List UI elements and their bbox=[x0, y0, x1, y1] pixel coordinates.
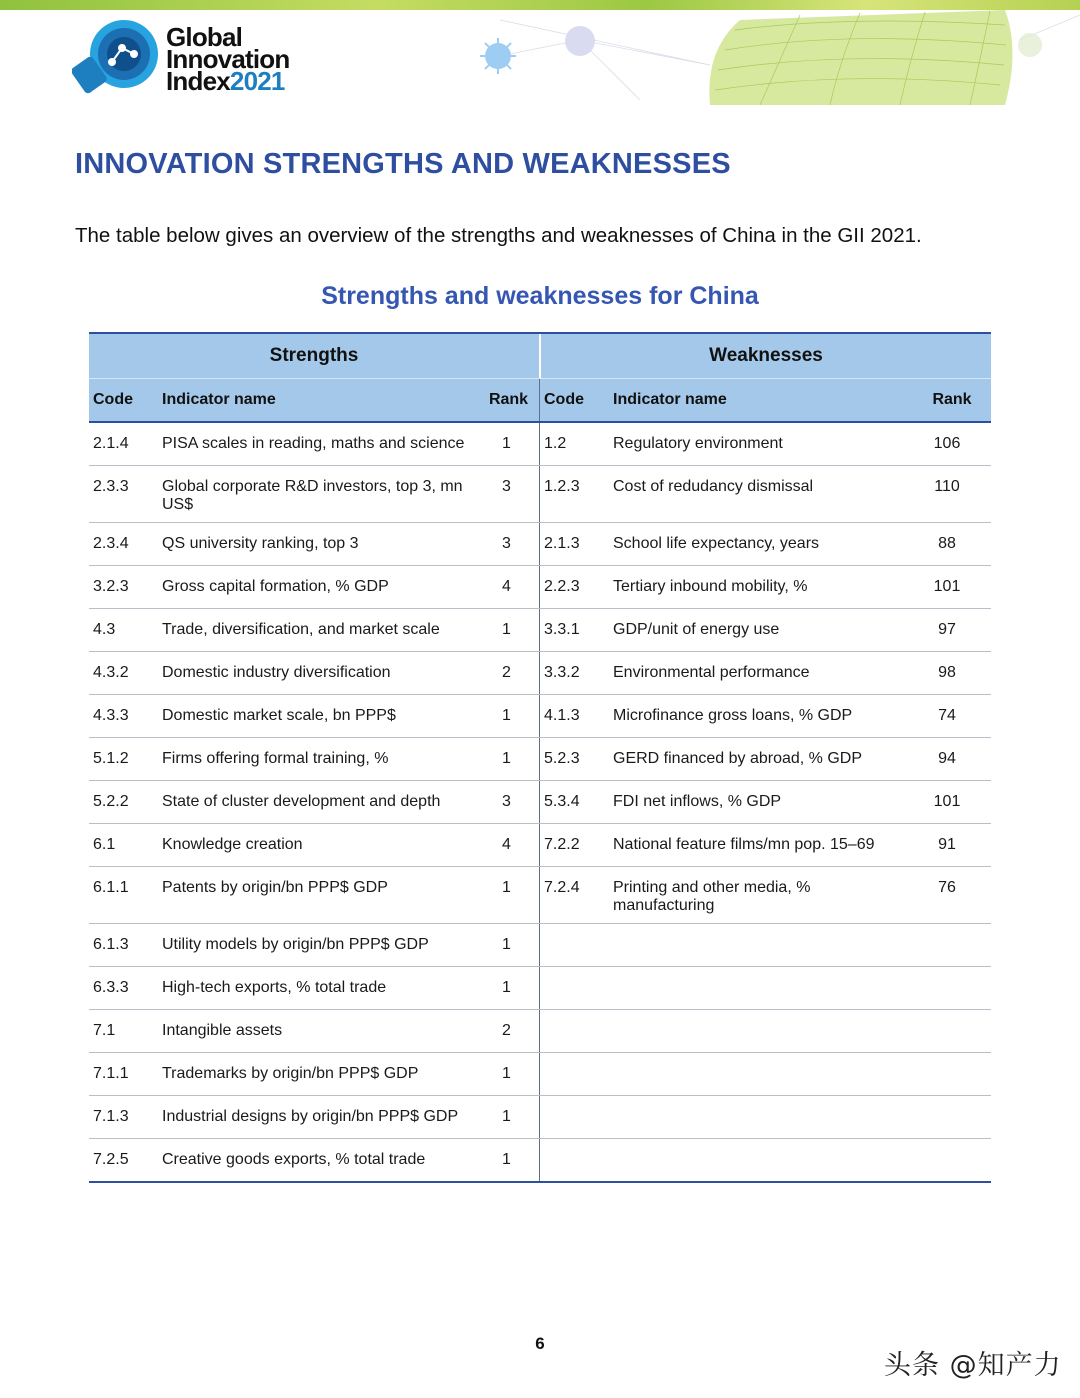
weakness-rank-cell bbox=[915, 1139, 985, 1181]
weakness-rank-cell bbox=[915, 967, 985, 1009]
strength-code-cell: 2.1.4 bbox=[93, 435, 129, 452]
weakness-name-cell: National feature films/mn pop. 15–69 bbox=[613, 836, 875, 853]
weakness-code-cell bbox=[540, 1053, 609, 1095]
weakness-rank-cell: 88 bbox=[938, 535, 956, 552]
strength-rank-cell: 1 bbox=[502, 750, 511, 767]
strength-cells bbox=[89, 1139, 539, 1181]
watermark: 头条 @知产力 bbox=[884, 1350, 1062, 1381]
weakness-cells bbox=[539, 924, 991, 966]
weakness-cells bbox=[539, 423, 991, 465]
weakness-rank-cell: 91 bbox=[938, 836, 956, 853]
logo-wordmark: Global Innovation Index2021 bbox=[166, 22, 290, 96]
weakness-cells bbox=[539, 566, 991, 608]
table-row bbox=[89, 781, 991, 824]
strength-name-cell: Domestic market scale, bn PPP$ bbox=[162, 707, 396, 724]
weakness-code-cell: 5.2.3 bbox=[544, 750, 580, 767]
strength-rank-cell: 1 bbox=[502, 879, 511, 896]
strength-name-cell: Trade, diversification, and market scale bbox=[162, 621, 440, 638]
weakness-name-cell: GERD financed by abroad, % GDP bbox=[613, 750, 863, 767]
strength-name-cell: Global corporate R&D investors, top 3, mn US$ bbox=[162, 478, 463, 513]
table-row bbox=[89, 1010, 991, 1053]
weakness-name-cell: School life expectancy, years bbox=[613, 535, 820, 552]
weakness-rank-cell: 76 bbox=[938, 879, 956, 896]
weakness-name-cell: Printing and other media, % manufacturing bbox=[613, 879, 811, 914]
strength-rank-cell: 2 bbox=[502, 664, 511, 681]
strength-code-cell: 5.1.2 bbox=[93, 750, 129, 767]
strength-cells bbox=[89, 781, 539, 823]
weakness-rank-cell: 94 bbox=[938, 750, 956, 767]
header-decoration bbox=[380, 10, 1080, 105]
strength-name-cell: QS university ranking, top 3 bbox=[162, 535, 359, 552]
weakness-name-cell: Microfinance gross loans, % GDP bbox=[613, 707, 853, 724]
weakness-name-cell: GDP/unit of energy use bbox=[613, 621, 780, 638]
strength-cells bbox=[89, 566, 539, 608]
page-number: 6 bbox=[535, 1334, 545, 1353]
page-title: INNOVATION STRENGTHS AND WEAKNESSES bbox=[75, 148, 731, 180]
strength-rank-cell: 4 bbox=[502, 836, 511, 853]
table-row bbox=[89, 924, 991, 967]
weakness-code-cell: 7.2.2 bbox=[544, 836, 580, 853]
table-row bbox=[89, 523, 991, 566]
strength-name-cell: Knowledge creation bbox=[162, 836, 303, 853]
weakness-code-cell: 2.2.3 bbox=[544, 578, 580, 595]
weakness-cells bbox=[539, 1096, 991, 1138]
strength-rank-cell: 1 bbox=[502, 979, 511, 996]
weakness-code-cell bbox=[540, 924, 609, 966]
weaknesses-name-header: Indicator name bbox=[613, 391, 727, 408]
strength-name-cell: Gross capital formation, % GDP bbox=[162, 578, 389, 595]
table-row bbox=[89, 695, 991, 738]
weakness-code-cell: 3.3.1 bbox=[544, 621, 580, 638]
strength-cells bbox=[89, 967, 539, 1009]
strength-code-cell: 7.1.1 bbox=[93, 1065, 129, 1082]
strength-name-cell: State of cluster development and depth bbox=[162, 793, 441, 810]
strength-cells bbox=[89, 1096, 539, 1138]
weakness-rank-cell bbox=[915, 924, 985, 966]
weakness-rank-cell: 106 bbox=[933, 435, 961, 452]
strength-rank-cell: 1 bbox=[502, 1151, 511, 1168]
strength-code-cell: 6.1.3 bbox=[93, 936, 129, 953]
strength-cells bbox=[89, 695, 539, 737]
table-row bbox=[89, 566, 991, 609]
weakness-cells bbox=[539, 867, 991, 923]
strength-code-cell: 7.1.3 bbox=[93, 1108, 129, 1125]
strength-rank-cell: 1 bbox=[502, 1065, 511, 1082]
weakness-name-cell bbox=[609, 924, 915, 966]
weakness-code-cell: 4.1.3 bbox=[544, 707, 580, 724]
weakness-rank-cell: 74 bbox=[938, 707, 956, 724]
strength-name-cell: Intangible assets bbox=[162, 1022, 283, 1039]
table-row bbox=[89, 652, 991, 695]
table-row bbox=[89, 466, 991, 523]
weakness-name-cell bbox=[609, 1010, 915, 1052]
strength-cells bbox=[89, 738, 539, 780]
strength-code-cell: 6.1 bbox=[93, 836, 116, 853]
weakness-name-cell bbox=[609, 967, 915, 1009]
strength-cells bbox=[89, 652, 539, 694]
weaknesses-code-header: Code bbox=[544, 391, 584, 408]
table-row bbox=[89, 867, 991, 924]
strength-cells bbox=[89, 466, 539, 522]
weakness-code-cell: 1.2 bbox=[544, 435, 567, 452]
table-row bbox=[89, 824, 991, 867]
weakness-name-cell: Regulatory environment bbox=[613, 435, 783, 452]
weakness-rank-cell: 101 bbox=[933, 578, 961, 595]
strength-rank-cell: 2 bbox=[502, 1022, 511, 1039]
weakness-cells bbox=[539, 1053, 991, 1095]
intro-paragraph: The table below gives an overview of the strengths and weaknesses of China in the GII 2021. bbox=[75, 224, 922, 247]
strengths-header: Strengths bbox=[269, 345, 359, 366]
weakness-code-cell bbox=[540, 1096, 609, 1138]
weakness-name-cell bbox=[609, 1139, 915, 1181]
weakness-code-cell: 2.1.3 bbox=[544, 535, 580, 552]
strength-cells bbox=[89, 1010, 539, 1052]
strength-cells bbox=[89, 824, 539, 866]
strength-code-cell: 7.1 bbox=[93, 1022, 116, 1039]
strength-name-cell: Utility models by origin/bn PPP$ GDP bbox=[162, 936, 429, 953]
table-group-header bbox=[89, 334, 991, 378]
weakness-name-cell bbox=[609, 1053, 915, 1095]
strength-cells bbox=[89, 609, 539, 651]
strength-code-cell: 2.3.3 bbox=[93, 478, 129, 495]
strength-rank-cell: 1 bbox=[502, 936, 511, 953]
strength-code-cell: 2.3.4 bbox=[93, 535, 129, 552]
table-row bbox=[89, 1053, 991, 1096]
strength-code-cell: 4.3 bbox=[93, 621, 116, 638]
table-row bbox=[89, 738, 991, 781]
weaknesses-header: Weaknesses bbox=[539, 334, 991, 378]
weakness-cells bbox=[539, 824, 991, 866]
strength-code-cell: 6.1.1 bbox=[93, 879, 129, 896]
table-column-header bbox=[89, 378, 991, 423]
strength-code-cell: 4.3.2 bbox=[93, 664, 129, 681]
weakness-name-cell: Cost of redudancy dismissal bbox=[613, 478, 814, 495]
strength-rank-cell: 4 bbox=[502, 578, 511, 595]
strength-name-cell: Industrial designs by origin/bn PPP$ GDP bbox=[162, 1108, 459, 1125]
weakness-rank-cell: 110 bbox=[934, 478, 960, 495]
weakness-code-cell bbox=[540, 1139, 609, 1181]
weakness-cells bbox=[539, 652, 991, 694]
weakness-code-cell: 1.2.3 bbox=[544, 478, 580, 495]
gii-logo-icon bbox=[72, 18, 162, 96]
strength-cells bbox=[89, 1053, 539, 1095]
strength-name-cell: Firms offering formal training, % bbox=[162, 750, 389, 767]
strength-rank-cell: 1 bbox=[502, 1108, 511, 1125]
strength-name-cell: PISA scales in reading, maths and science bbox=[162, 435, 465, 452]
strength-name-cell: Trademarks by origin/bn PPP$ GDP bbox=[162, 1065, 419, 1082]
weakness-rank-cell bbox=[915, 1010, 985, 1052]
weakness-code-cell bbox=[540, 1010, 609, 1052]
strength-code-cell: 4.3.3 bbox=[93, 707, 129, 724]
weakness-code-cell: 7.2.4 bbox=[544, 879, 580, 896]
weakness-code-cell: 5.3.4 bbox=[544, 793, 580, 810]
strength-code-cell: 6.3.3 bbox=[93, 979, 129, 996]
table-row bbox=[89, 1096, 991, 1139]
weakness-cells bbox=[539, 1010, 991, 1052]
lavender-dot-icon bbox=[565, 26, 595, 56]
weakness-cells bbox=[539, 609, 991, 651]
weakness-cells bbox=[539, 967, 991, 1009]
weakness-name-cell bbox=[609, 1096, 915, 1138]
strength-rank-cell: 3 bbox=[502, 793, 511, 810]
weaknesses-rank-header: Rank bbox=[915, 379, 985, 421]
weakness-cells bbox=[539, 738, 991, 780]
weakness-rank-cell bbox=[915, 1096, 985, 1138]
weakness-cells bbox=[539, 781, 991, 823]
strength-code-cell: 7.2.5 bbox=[93, 1151, 129, 1168]
weakness-name-cell: Tertiary inbound mobility, % bbox=[613, 578, 808, 595]
weakness-rank-cell: 101 bbox=[933, 793, 961, 810]
strength-name-cell: Domestic industry diversification bbox=[162, 664, 391, 681]
table-row bbox=[89, 1139, 991, 1181]
strength-rank-cell: 3 bbox=[502, 535, 511, 552]
table-row bbox=[89, 609, 991, 652]
strength-name-cell: High-tech exports, % total trade bbox=[162, 979, 387, 996]
strength-code-cell: 5.2.2 bbox=[93, 793, 129, 810]
strengths-rank-header: Rank bbox=[474, 379, 539, 421]
strength-name-cell: Creative goods exports, % total trade bbox=[162, 1151, 426, 1168]
weakness-cells bbox=[539, 695, 991, 737]
table-body bbox=[89, 423, 991, 1181]
weakness-name-cell: Environmental performance bbox=[613, 664, 810, 681]
weakness-cells bbox=[539, 523, 991, 565]
weakness-cells bbox=[539, 466, 991, 522]
strength-cells bbox=[89, 924, 539, 966]
strength-rank-cell: 3 bbox=[502, 478, 511, 495]
weakness-rank-cell: 98 bbox=[938, 664, 956, 681]
strengths-weaknesses-table bbox=[89, 332, 991, 1183]
table-title: Strengths and weaknesses for China bbox=[321, 282, 759, 310]
weakness-code-cell bbox=[540, 967, 609, 1009]
strength-rank-cell: 1 bbox=[502, 435, 511, 452]
green-mesh-shape bbox=[709, 10, 1012, 105]
table-row bbox=[89, 423, 991, 466]
weakness-cells bbox=[539, 1139, 991, 1181]
strength-rank-cell: 1 bbox=[502, 621, 511, 638]
weakness-rank-cell bbox=[915, 1053, 985, 1095]
strength-name-cell: Patents by origin/bn PPP$ GDP bbox=[162, 879, 388, 896]
strength-cells bbox=[89, 523, 539, 565]
table-row bbox=[89, 967, 991, 1010]
weakness-code-cell: 3.3.2 bbox=[544, 664, 580, 681]
strength-cells bbox=[89, 867, 539, 923]
strengths-code-header: Code bbox=[93, 391, 133, 408]
weakness-rank-cell: 97 bbox=[938, 621, 956, 638]
strength-code-cell: 3.2.3 bbox=[93, 578, 129, 595]
strength-cells bbox=[89, 423, 539, 465]
top-decorative-band bbox=[0, 0, 1080, 10]
weakness-name-cell: FDI net inflows, % GDP bbox=[613, 793, 782, 810]
strength-rank-cell: 1 bbox=[502, 707, 511, 724]
strengths-name-header: Indicator name bbox=[162, 391, 276, 408]
